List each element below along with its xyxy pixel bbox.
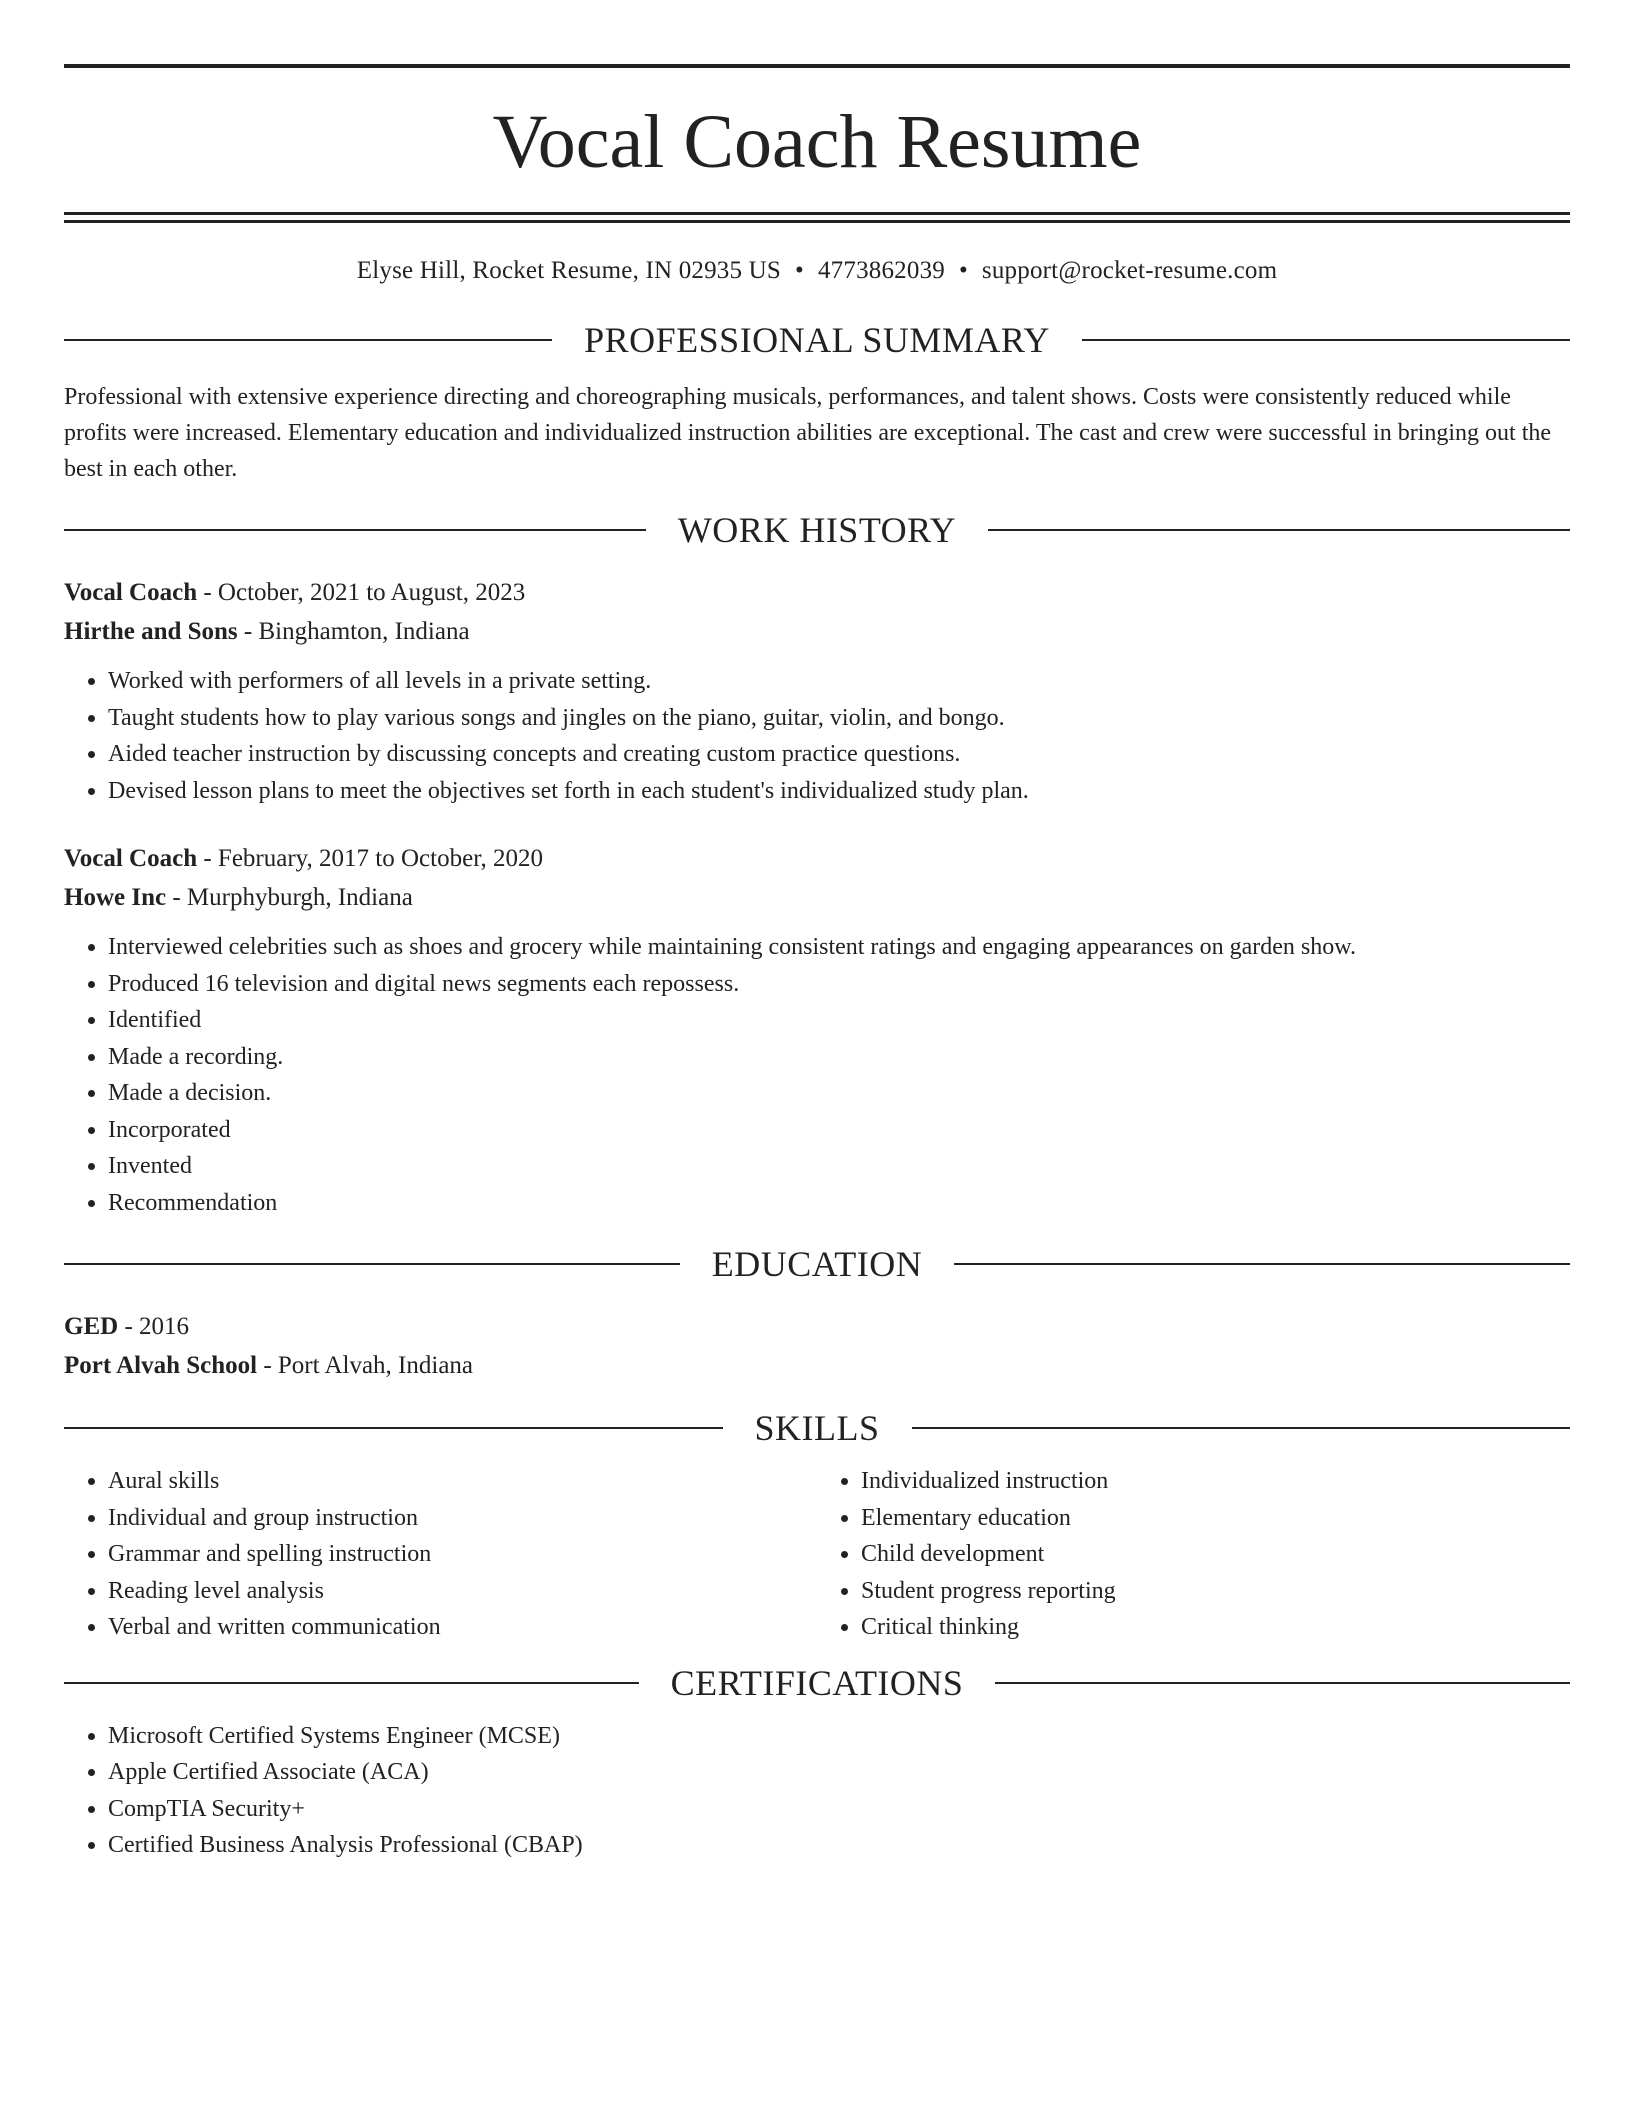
list-item: • Worked with performers of all levels in a private setting. — [108, 663, 1570, 700]
list-item: • Produced 16 television and digital news segments each repossess. — [108, 966, 1570, 1003]
heading-rule — [64, 529, 646, 531]
section-title: EDUCATION — [711, 1244, 923, 1284]
list-item: • Interviewed celebrities such as shoes and grocery while maintaining consistent ratings and engaging appearances on garden show. — [108, 929, 1570, 966]
heading-rule — [995, 1682, 1570, 1684]
education-entry — [64, 1307, 1570, 1385]
list-item: • Individualized instruction — [861, 1463, 1570, 1500]
job-dates: - February, 2017 to October, 2020 — [197, 845, 544, 872]
section-heading-certifications — [64, 1662, 1570, 1704]
job-company: Howe Inc — [64, 884, 167, 911]
skills-list-left — [64, 1463, 817, 1646]
list-item: • Elementary education — [861, 1500, 1570, 1537]
list-item: • Incorporated — [108, 1112, 1570, 1149]
section-heading-education — [64, 1243, 1570, 1285]
job-entry — [64, 573, 1570, 809]
heading-rule — [912, 1427, 1571, 1429]
heading-rule — [988, 529, 1570, 531]
heading-rule — [64, 1682, 639, 1684]
education-location: - Port Alvah, Indiana — [257, 1352, 474, 1379]
education-degree-line — [64, 1307, 1570, 1346]
job-location: - Murphyburgh, Indiana — [166, 884, 413, 911]
contact-address: Elyse Hill, Rocket Resume, IN 02935 US — [356, 257, 782, 284]
list-item: • Apple Certified Associate (ACA) — [108, 1754, 1570, 1791]
heading-rule — [954, 1263, 1570, 1265]
section-title: WORK HISTORY — [677, 510, 957, 550]
education-school-line — [64, 1346, 1570, 1385]
education-year: - 2016 — [118, 1313, 190, 1340]
list-item: • Made a decision. — [108, 1075, 1570, 1112]
section-heading-summary — [64, 319, 1570, 361]
section-title: SKILLS — [754, 1408, 880, 1448]
contact-phone: 4773862039 — [817, 257, 945, 284]
list-item: • Child development — [861, 1536, 1570, 1573]
list-item: • Made a recording. — [108, 1039, 1570, 1076]
heading-rule — [64, 1263, 680, 1265]
heading-rule — [64, 339, 552, 341]
job-bullets — [64, 929, 1570, 1221]
section-title: PROFESSIONAL SUMMARY — [584, 320, 1050, 360]
job-company-line — [64, 612, 1570, 651]
list-item: • Individual and group instruction — [108, 1500, 817, 1537]
list-item: • Verbal and written communication — [108, 1609, 817, 1646]
job-title: Vocal Coach — [64, 845, 198, 872]
list-item: • Aural skills — [108, 1463, 817, 1500]
contact-separator: • — [958, 257, 968, 284]
list-item: • Aided teacher instruction by discussing concepts and creating custom practice questions. — [108, 736, 1570, 773]
list-item: • Certified Business Analysis Professional (CBAP) — [108, 1827, 1570, 1864]
section-heading-work-history — [64, 509, 1570, 551]
list-item: • Grammar and spelling instruction — [108, 1536, 817, 1573]
job-dates: - October, 2021 to August, 2023 — [197, 579, 526, 606]
list-item: • Identified — [108, 1002, 1570, 1039]
list-item: • Critical thinking — [861, 1609, 1570, 1646]
summary-text: Professional with extensive experience directing and choreographing musicals, performances, and talent shows. Costs were consistently reduced while profits were increased. Elementary education and individualized instruction abilities are exceptional. The cast and crew were successful in bringing out the best in each other. — [64, 384, 1552, 482]
education-school: Port Alvah School — [64, 1352, 258, 1379]
list-item: • Reading level analysis — [108, 1573, 817, 1610]
list-item: • Devised lesson plans to meet the objectives set forth in each student's individualized study plan. — [108, 773, 1570, 810]
list-item: • Microsoft Certified Systems Engineer (MCSE) — [108, 1718, 1570, 1755]
skills-list-right — [817, 1463, 1570, 1646]
contact-separator: • — [795, 257, 804, 284]
title-double-rule — [64, 212, 1570, 223]
list-item: • Taught students how to play various songs and jingles on the piano, guitar, violin, and bongo. — [108, 700, 1570, 737]
heading-rule — [1082, 339, 1570, 341]
section-heading-skills — [64, 1407, 1570, 1449]
job-entry — [64, 839, 1570, 1221]
job-company-line — [64, 878, 1570, 917]
job-location: - Binghamton, Indiana — [237, 618, 470, 645]
contact-email: support@rocket-resume.com — [981, 257, 1278, 284]
section-title: CERTIFICATIONS — [670, 1662, 964, 1703]
job-company: Hirthe and Sons — [64, 618, 238, 645]
job-title: Vocal Coach — [64, 579, 198, 606]
top-rule — [64, 64, 1570, 68]
list-item: • Invented — [108, 1148, 1570, 1185]
list-item: • Student progress reporting — [861, 1573, 1570, 1610]
certifications-list — [64, 1718, 1570, 1864]
job-title-line — [64, 573, 1570, 612]
list-item: • CompTIA Security+ — [108, 1791, 1570, 1828]
heading-rule — [64, 1427, 723, 1429]
resume-title: Vocal Coach Resume — [492, 100, 1142, 184]
education-degree: GED — [64, 1313, 119, 1340]
job-title-line — [64, 839, 1570, 878]
resume-page — [64, 64, 1570, 1864]
contact-line — [64, 257, 1570, 285]
list-item: • Recommendation — [108, 1185, 1570, 1222]
job-bullets — [64, 663, 1570, 809]
skills-columns — [64, 1463, 1570, 1646]
